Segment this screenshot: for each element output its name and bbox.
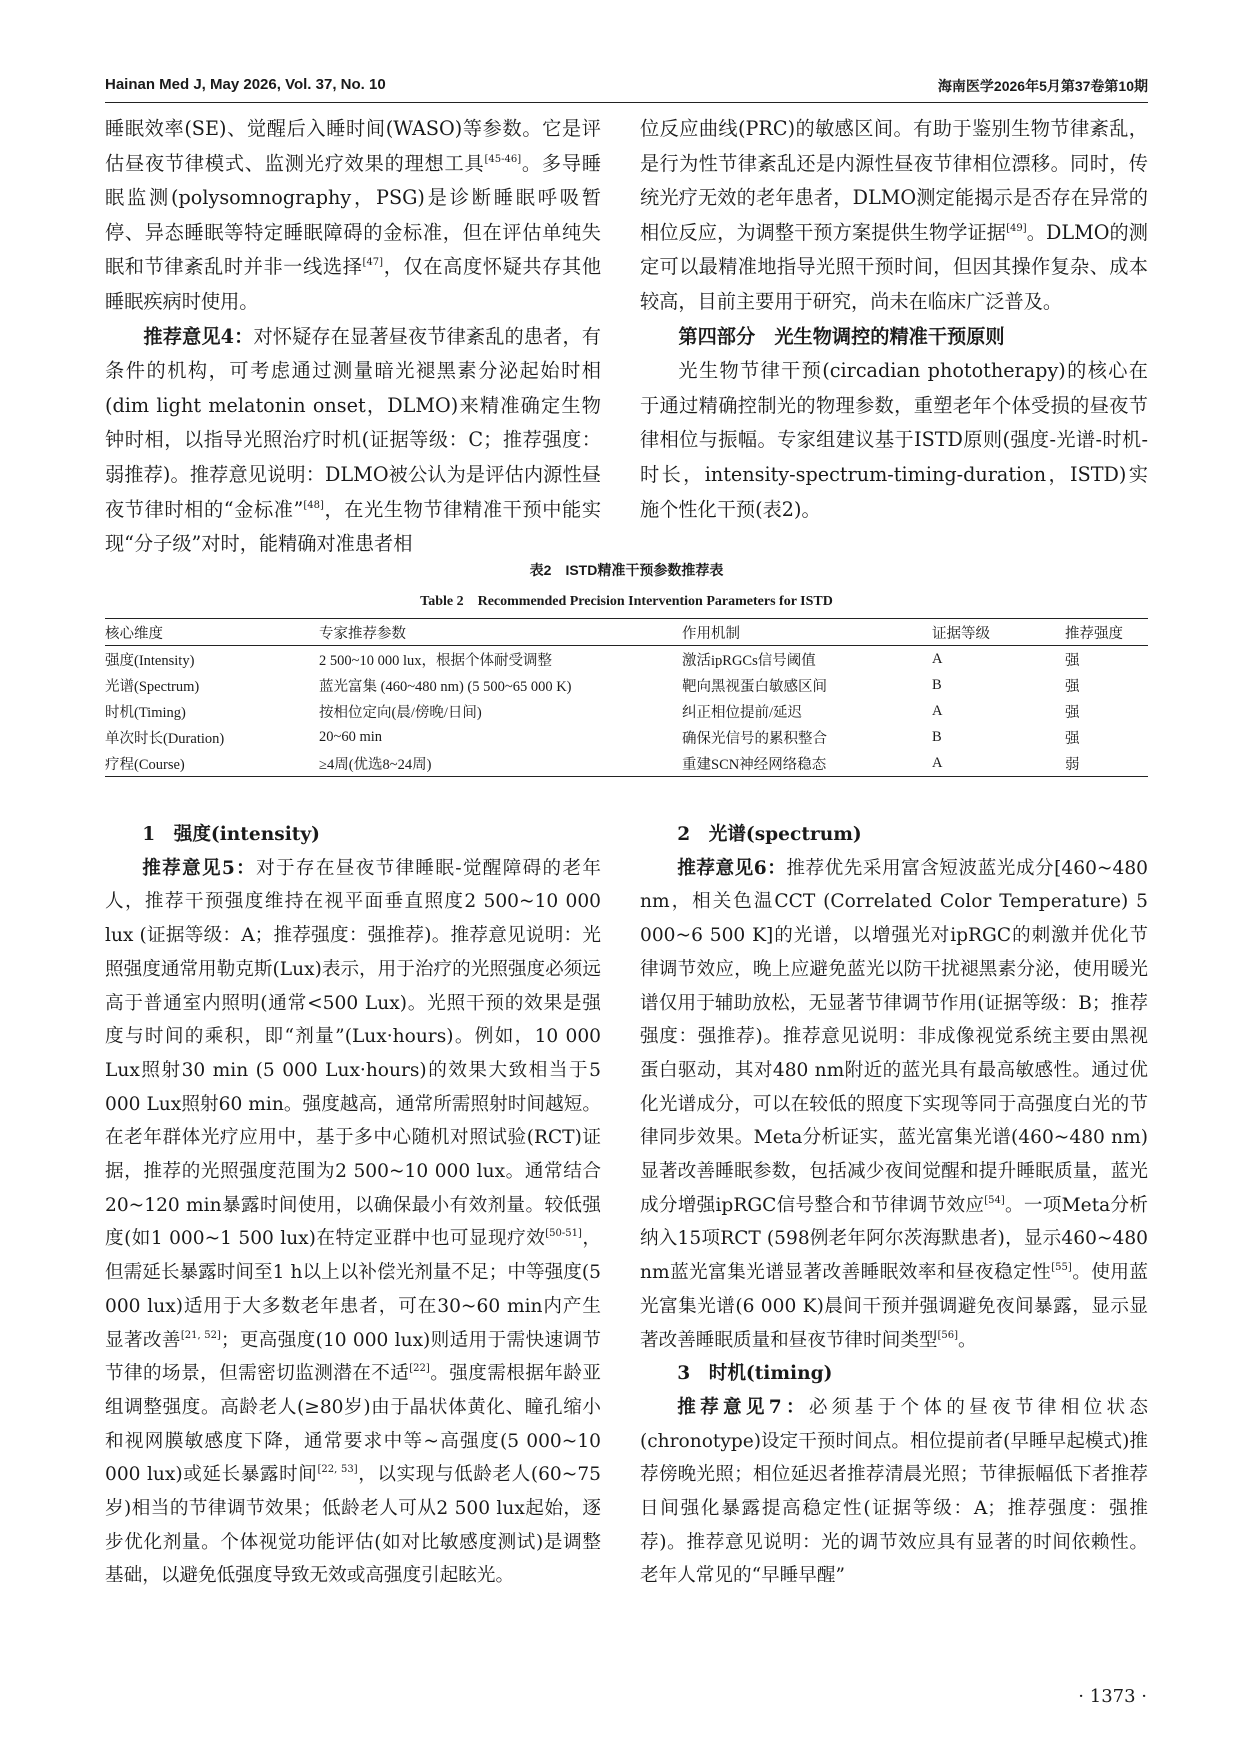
citation: [21, 52]: [180, 1329, 221, 1341]
table-cell: 20~60 min: [319, 728, 383, 745]
table-row: [105, 646, 1148, 673]
section-heading-part4: 第四部分 光生物调控的精准干预原则: [678, 324, 1005, 348]
citation: [50-51]: [545, 1228, 582, 1240]
table-cell: 强: [1065, 730, 1080, 747]
section-heading-intensity: 1 强度(intensity): [142, 824, 320, 845]
table-cell: A: [932, 754, 943, 771]
left-column-top: [105, 112, 601, 562]
table-cell: 2 500~10 000 lux，根据个体耐受调整: [319, 652, 552, 669]
table-cell: B: [932, 728, 942, 745]
paragraph-actigraphy: 睡眠效率(SE)、觉醒后入睡时间(WASO)等参数。它是评估昼夜节律模式、监测光疗效果的理想工具[45-46]。多导睡眠监测(polysomnography，PSG)是诊断睡眠呼吸暂停、异态睡眠等特定睡眠障碍的金标准，但在评估单纯失眠和节律紊乱时并非一线选择[47]，仅在高度怀疑共存其他睡眠疾病时使用。: [105, 117, 602, 313]
table-cell: 单次时长(Duration): [105, 730, 225, 747]
citation: [45-46]: [484, 153, 522, 165]
table-cell: 时机(Timing): [105, 704, 186, 721]
column-header: 核心维度: [105, 625, 163, 642]
table-cell: 光谱(Spectrum): [105, 678, 200, 695]
paragraph-dlmo: 位反应曲线(PRC)的敏感区间。有助于鉴别生物节律紊乱，是行为性节律紊乱还是内源性昼夜节律相位漂移。同时，传统光疗无效的老年患者，DLMO测定能揭示是否存在异常的相位反应，为调整干预方案提供生物学证据[49]。DLMO的测定可以最精准地指导光照干预时间，但因其操作复杂、成本较高，目前主要用于研究，尚未在临床广泛普及。: [640, 117, 1148, 313]
section-heading-timing: 3 时机(timing): [677, 1363, 833, 1385]
column-header: 专家推荐参数: [319, 625, 406, 642]
recommendation-5: 推荐意见5：对于存在昼夜节律睡眠-觉醒障碍的老年人，推荐干预强度维持在视平面垂直照度2 500~10 000 lux (证据等级：A；推荐强度：强推荐)。推荐意见说明：光照强度通常用勒克斯(Lux)表示，用于治疗的光照强度必须远高于普通室内照明(通常<500 Lux)。光照干预的效果是强度与时间的乘积，即“剂量”(Lux·hours)。例如，10 000 Lux照射30 min (5 000 Lux·hours)的效果大致相当于5 000 Lux照射60 min。强度越高，通常所需照射时间越短。在老年群体光疗应用中，基于多中心随机对照试验(RCT)证据，推荐的光照强度范围为2 500~10 000 lux。通常结合20~120 min暴露时间使用，以确保最小有效剂量。较低强度(如1 000~1 500 lux)在特定亚群中也可显现疗效[50-51]，但需延长暴露时间至1 h以上以补偿光剂量不足；中等强度(5 000 lux)适用于大多数老年患者，可在30~60 min内产生显著改善[21, 52]；更高强度(10 000 lux)则适用于需快速调节节律的场景，但需密切监测潜在不适[22]。强度需根据年龄亚组调整强度。高龄老人(≥80岁)由于晶状体黄化、瞳孔缩小和视网膜敏感度下降，通常要求中等~高强度(5 000~10 000 lux)或延长暴露时间[22, 53]，以实现与低龄老人(60~75岁)相当的节律调节效果；低龄老人可从2 500 lux起始，逐步优化剂量。个体视觉功能评估(如对比敏感度测试)是调整基础，以避免低强度导致无效或高强度引起眩光。: [105, 857, 601, 1587]
table-cell: 强度(Intensity): [105, 652, 195, 669]
right-column-top: [640, 112, 1148, 527]
table-cell: 靶向黑视蛋白敏感区间: [682, 678, 827, 695]
table-cell: 强: [1065, 704, 1080, 721]
column-header: 证据等级: [932, 625, 990, 642]
table-caption-cn: 表2 ISTD精准干预参数推荐表: [529, 562, 724, 578]
recommendation-4: 推荐意见4：对怀疑存在显著昼夜节律紊乱的患者，有条件的机构，可考虑通过测量暗光褪黑素分泌起始时相(dim light melatonin onset，DLMO)来精准确定生物钟时相，以指导光照治疗时机(证据等级：C；推荐强度：弱推荐)。推荐意见说明：DLMO被公认为是评估内源性昼夜节律时相的“金标准”[48]，在光生物节律精准干预中能实现“分子级”对时，能精确对准患者相: [105, 324, 602, 556]
istd-parameter-table: [105, 618, 1148, 777]
table-row: [105, 672, 1148, 698]
rec-label: 推荐意见7：: [677, 1396, 809, 1418]
citation: [55]: [1051, 1262, 1072, 1274]
rec-label: 推荐意见6：: [677, 857, 787, 879]
paragraph-istd: 光生物节律干预(circadian phototherapy)的核心在于通过精确控制光的物理参数，重塑老年个体受损的昼夜节律相位与振幅。专家组建议基于ISTD原则(强度-光谱-时机-时长，intensity-spectrum-timing-duration，ISTD)实施个性化干预(表2)。: [640, 359, 1148, 521]
rec-label: 推荐意见4：: [143, 324, 254, 348]
citation: [56]: [937, 1329, 959, 1341]
table-row: [105, 698, 1148, 724]
page-number: · 1373 ·: [1078, 1686, 1147, 1707]
table-cell: ≥4周(优选8~24周): [319, 756, 432, 773]
citation: [22, 53]: [317, 1464, 358, 1476]
left-column-bottom: [105, 818, 601, 1593]
table-row: [105, 724, 1148, 750]
recommendation-7: 推荐意见7：必须基于个体的昼夜节律相位状态(chronotype)设定干预时间点。相位提前者(早睡早起模式)推荐傍晚光照；相位延迟者推荐清晨光照；节律振幅低下者推荐日间强化暴露提高稳定性(证据等级：A；推荐强度：强推荐)。推荐意见说明：光的调节效应具有显著的时间依赖性。老年人常见的“早睡早醒”: [640, 1396, 1148, 1587]
table-cell: 强: [1065, 652, 1080, 669]
table-cell: B: [932, 676, 942, 693]
section-heading-spectrum: 2 光谱(spectrum): [677, 824, 862, 845]
citation: [49]: [1006, 222, 1027, 234]
rec-label: 推荐意见5：: [142, 857, 257, 879]
table-caption-en: Table 2 Recommended Precision Intervention Parameters for ISTD: [420, 594, 833, 609]
citation: [48]: [303, 499, 324, 511]
citation: [22]: [409, 1363, 430, 1375]
table-cell: 激活ipRGCs信号阈值: [682, 652, 816, 669]
table-cell: 确保光信号的累积整合: [682, 730, 827, 747]
right-column-bottom: [640, 818, 1148, 1593]
running-header: [105, 76, 1148, 103]
recommendation-6: 推荐意见6：推荐优先采用富含短波蓝光成分[460~480 nm，相关色温CCT (Correlated Color Temperature) 5 000~6 500 K]的光谱，以增强光对ipRGC的刺激并优化节律调节效应，晚上应避免蓝光以防干扰褪黑素分泌，使用暖光谱仅用于辅助放松，无显著节律调节作用(证据等级：B；推荐强度：强推荐)。推荐意见说明：非成像视觉系统主要由黑视蛋白驱动，其对480 nm附近的蓝光具有最高敏感性。通过优化光谱成分，可以在较低的照度下实现等同于高强度白光的节律同步效果。Meta分析证实，蓝光富集光谱(460~480 nm)显著改善睡眠参数，包括减少夜间觉醒和提升睡眠质量，蓝光成分增强ipRGC信号整合和节律调节效应[54]。一项Meta分析纳入15项RCT (598例老年阿尔茨海默患者)，显示460~480 nm蓝光富集光谱显著改善睡眠效率和昼夜稳定性[55]。使用蓝光富集光谱(6 000 K)晨间干预并强调避免夜间暴露，显示显著改善睡眠质量和昼夜节律时间类型[56]。: [640, 857, 1148, 1351]
table-header-row: [105, 619, 1148, 646]
table-cell: A: [932, 650, 943, 667]
table-cell: A: [932, 702, 943, 719]
journal-citation-en: Hainan Med J, May 2026, Vol. 37, No. 10: [105, 76, 386, 93]
journal-citation-cn: 海南医学2026年5月第37卷第10期: [937, 78, 1148, 94]
citation: [54]: [984, 1194, 1005, 1206]
table-cell: 弱: [1065, 756, 1080, 773]
table-row: [105, 750, 1148, 777]
citation: [47]: [362, 257, 384, 269]
column-header: 作用机制: [682, 625, 740, 642]
column-header: 推荐强度: [1065, 625, 1123, 642]
table-cell: 强: [1065, 678, 1080, 695]
table-cell: 按相位定向(晨/傍晚/日间): [319, 704, 482, 721]
table-cell: 疗程(Course): [105, 756, 185, 773]
table-cell: 重建SCN神经网络稳态: [682, 756, 827, 773]
table-cell: 蓝光富集 (460~480 nm) (5 500~65 000 K): [319, 678, 572, 695]
table-cell: 纠正相位提前/延迟: [682, 704, 803, 721]
